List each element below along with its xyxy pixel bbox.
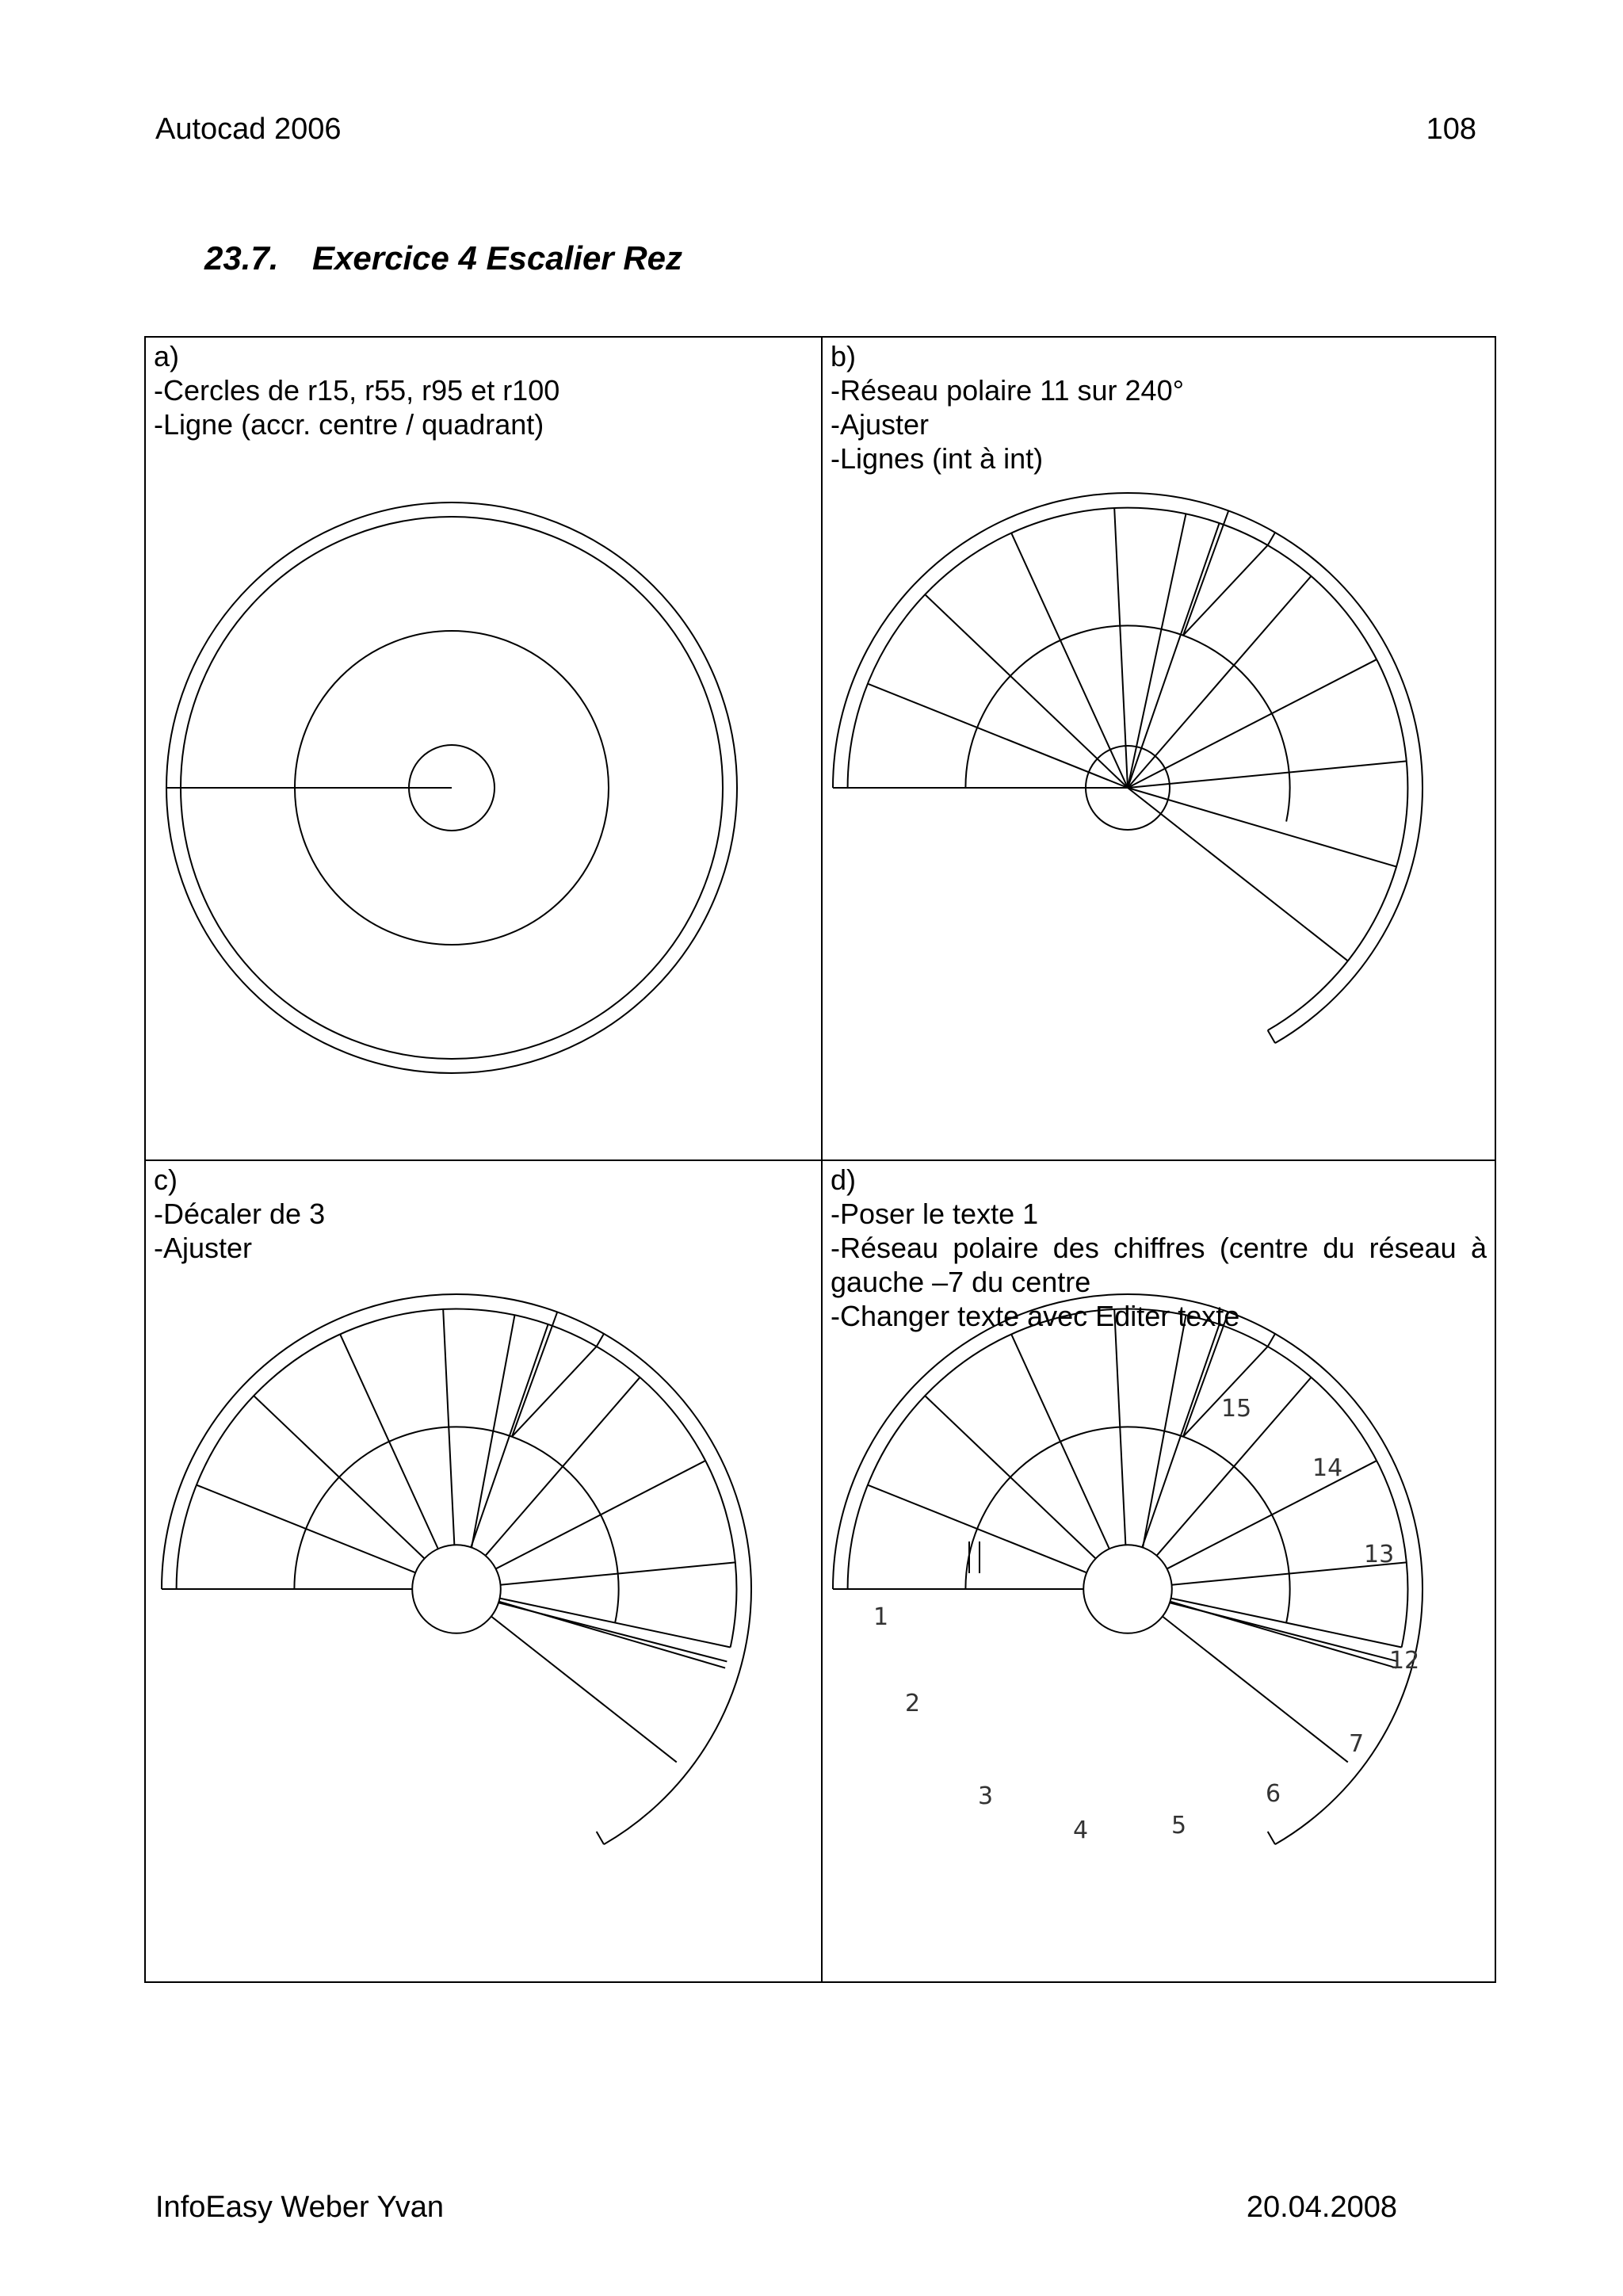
tread-line — [1128, 788, 1348, 961]
step-number-label: 2 — [905, 1690, 921, 1717]
cell-c — [146, 1161, 819, 1982]
section-title: Exercice 4 Escalier Rez — [312, 239, 683, 277]
offset-line — [1171, 1599, 1402, 1648]
offset-line — [498, 1603, 727, 1661]
instruction-line: -Réseau polaire 11 sur 240° — [831, 374, 1184, 407]
tread-line — [1167, 1461, 1377, 1568]
tread-line — [925, 594, 1128, 788]
tread-line — [512, 1312, 557, 1436]
section-heading — [204, 239, 682, 277]
cell-d — [823, 1161, 1496, 1982]
step-number-label: 1 — [873, 1603, 889, 1631]
exercise-grid — [144, 336, 1496, 1983]
tread-line — [1183, 510, 1228, 635]
walking-line-arc — [965, 625, 1289, 821]
tread-line — [1142, 1324, 1219, 1547]
footer-author: InfoEasy Weber Yvan — [155, 2191, 445, 2224]
cell-b — [823, 338, 1496, 1159]
step-number-label: 4 — [1073, 1817, 1089, 1844]
drawing-numbered-stairs — [823, 1161, 1496, 1982]
core-circle — [412, 1545, 501, 1633]
offset-line — [500, 1599, 731, 1648]
instruction-line: -Changer texte avec Editer texte — [831, 1300, 1240, 1332]
tread-line — [1128, 576, 1311, 788]
tread-line — [868, 1485, 1086, 1573]
tread-line — [471, 1324, 548, 1547]
rim-cap — [1268, 1334, 1275, 1347]
step-number-label: 14 — [1312, 1454, 1343, 1482]
cell-a — [146, 338, 819, 1159]
offset-line — [1170, 1603, 1398, 1661]
tread-line — [197, 1485, 415, 1573]
instruction-line: -Poser le texte 1 — [831, 1198, 1039, 1230]
cell-label: c) — [154, 1163, 178, 1196]
tread-line — [472, 1315, 514, 1547]
instruction-line: -Cercles de r15, r55, r95 et r100 — [154, 374, 560, 407]
rim-cap — [1268, 1030, 1275, 1043]
tread-line — [1128, 514, 1186, 788]
tread-line — [340, 1335, 438, 1549]
tread-line — [1163, 1616, 1348, 1762]
tread-line — [496, 1461, 706, 1568]
rim-cap — [1268, 533, 1275, 545]
step-number-label: 13 — [1364, 1541, 1395, 1568]
tread-line — [1011, 1335, 1109, 1549]
header-title: Autocad 2006 — [155, 113, 342, 146]
cell-label: a) — [154, 340, 180, 372]
step-number-label: 15 — [1221, 1395, 1252, 1423]
drawing-circles — [146, 338, 819, 1159]
rim-cap — [597, 1832, 604, 1844]
tread-line — [1128, 788, 1396, 867]
step-number-label: 6 — [1266, 1780, 1281, 1808]
drawing-offset — [146, 1161, 819, 1982]
section-number: 23.7. — [204, 239, 279, 277]
tread-line — [925, 1396, 1095, 1558]
drawing-polar-array — [823, 338, 1496, 1159]
cell-label: b) — [831, 340, 857, 372]
cell-label: d) — [831, 1163, 857, 1196]
tread-line — [1011, 533, 1128, 788]
instruction-line: -Ajuster — [154, 1232, 253, 1264]
instruction-line: -Ajuster — [831, 408, 930, 441]
page-number: 108 — [1426, 113, 1476, 146]
tread-line — [1143, 1315, 1186, 1547]
step-number-label: 12 — [1389, 1647, 1420, 1675]
tread-line — [491, 1616, 677, 1762]
step-number-label: 3 — [978, 1782, 994, 1810]
core-circle — [1083, 1545, 1172, 1633]
instruction-line: -Décaler de 3 — [154, 1198, 326, 1230]
tread-line — [254, 1396, 424, 1558]
tread-line — [486, 1377, 640, 1556]
tread-line — [1128, 761, 1407, 788]
rim-cap — [597, 1334, 604, 1347]
instruction-line: -Réseau polaire des chiffres (centre du réseau à gauche –7 du centre — [831, 1232, 1487, 1298]
step-number-label: 5 — [1171, 1812, 1187, 1839]
footer-date: 20.04.2008 — [1246, 2191, 1397, 2224]
instruction-line: -Lignes (int à int) — [831, 442, 1044, 475]
tread-line — [868, 684, 1128, 788]
walking-line-arc — [965, 1427, 1289, 1622]
rim-cap — [1268, 1832, 1275, 1844]
step-number-label: 7 — [1349, 1730, 1365, 1758]
rim-inner-arc — [177, 1309, 737, 1648]
walking-line-arc — [294, 1427, 618, 1622]
instruction-line: -Ligne (accr. centre / quadrant) — [154, 408, 544, 441]
